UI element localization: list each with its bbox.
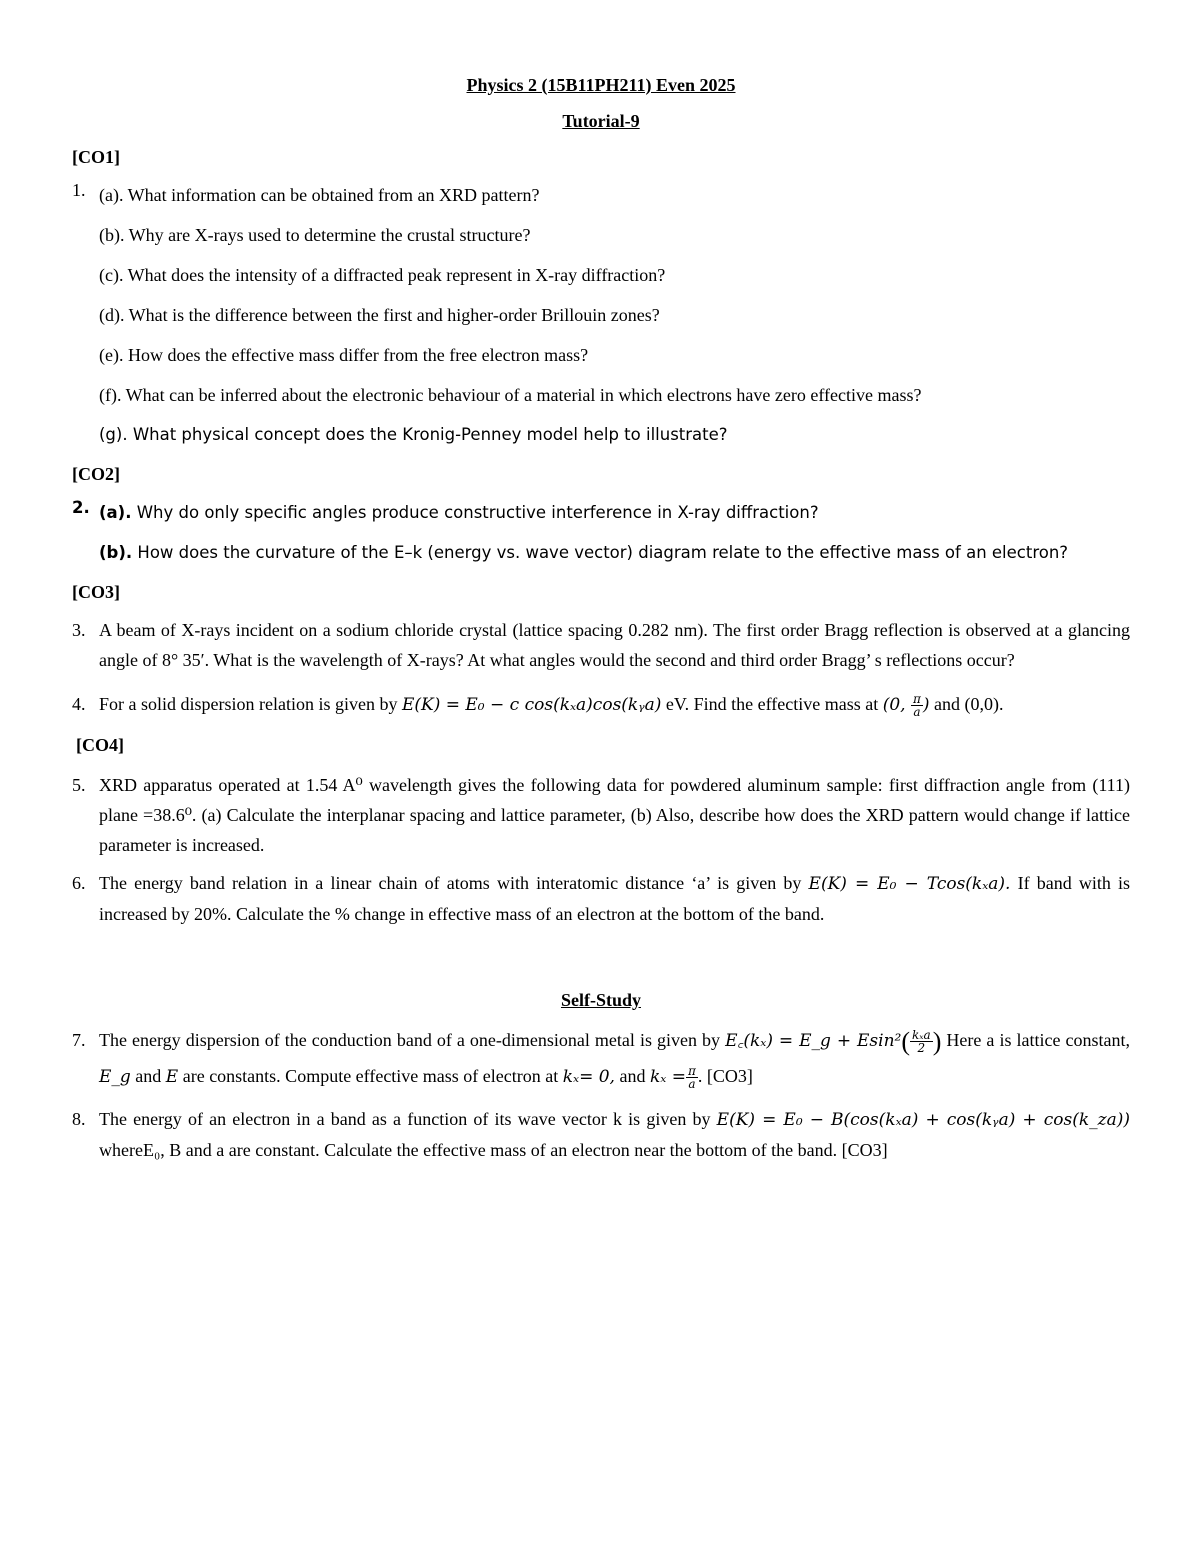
fraction-pi-over-a — [911, 693, 923, 718]
question-5 — [72, 770, 1130, 860]
fraction-denominator: 2 — [917, 1041, 926, 1056]
question-8-text-after: whereE₀, B and a are constant. Calculate the effective mass of an electron near the bottom of the band. [CO3] — [99, 1139, 888, 1160]
point-open: (0, — [882, 695, 911, 715]
question-6-text-before: The energy band relation in a linear chain of atoms with interatomic distance ‘a’ is given by — [99, 873, 809, 893]
question-2a-line — [99, 493, 1130, 533]
question-1g: (g). What physical concept does the Kronig-Penney model help to illustrate? — [99, 425, 728, 444]
question-1f: (f). What can be inferred about the electronic behaviour of a material in which electrons have zero effective mass? — [99, 385, 922, 405]
question-8-text-before: The energy of an electron in a band as a function of its wave vector k is given by — [99, 1108, 717, 1129]
question-4-text-before: For a solid dispersion relation is given by — [99, 694, 402, 714]
question-4-text — [99, 687, 1130, 722]
question-8 — [72, 1104, 1130, 1165]
kx-zero: kₓ= 0, — [562, 1066, 615, 1087]
question-2b: How does the curvature of the E–k (energy vs. wave vector) diagram relate to the effective mass of an electron? — [132, 543, 1069, 562]
point-close: ) — [922, 695, 930, 715]
symbol-e: E — [165, 1066, 179, 1087]
question-number: 1. — [72, 180, 86, 200]
question-4-text-mid: eV. Find the effective mass at — [661, 694, 883, 714]
question-1a: (a). What information can be obtained from an XRD pattern? — [99, 185, 540, 205]
question-1b: (b). Why are X-rays used to determine the crustal structure? — [99, 225, 531, 245]
question-number: 6. — [72, 873, 86, 893]
document-subtitle: Tutorial-9 — [562, 111, 640, 131]
document-page — [72, 60, 1130, 1165]
question-3-text: A beam of X-rays incident on a sodium chloride crystal (lattice spacing 0.282 nm). The first order Bragg reflection is observed at a glancing angle of 8° 35′. What is the wavelength of X-rays? At what angles would the second and third order Bragg’ s reflections occur? — [99, 620, 1130, 670]
question-7 — [72, 1023, 1130, 1094]
question-7-and: and — [614, 1065, 650, 1086]
section-co2: [CO2] — [72, 464, 120, 484]
question-7-text-before: The energy dispersion of the conduction band of a one-dimensional metal is given by — [99, 1030, 726, 1050]
fraction-kxa-over-2 — [910, 1029, 933, 1054]
section-self-study: Self-Study — [560, 990, 641, 1010]
question-number: 2. — [72, 498, 90, 517]
question-4-formula: E(K) = E₀ − c cos(kₓa)cos(kᵧa) — [401, 695, 662, 715]
section-co3: [CO3] — [72, 582, 120, 602]
question-1e: (e). How does the effective mass differ from the free electron mass? — [99, 345, 589, 365]
question-number: 7. — [72, 1030, 86, 1050]
question-7-text-mid: Here a is lattice constant, — [941, 1030, 1130, 1050]
fraction-pi-over-a — [686, 1065, 698, 1090]
kx-equals: kₓ = — [649, 1066, 686, 1087]
question-6-text-after: If band with is increased by 20%. Calculate the % change in effective mass of an electron at the bottom of the band. — [99, 873, 1131, 924]
question-6-formula: E(K) = E₀ − Tcos(kₓa). — [808, 874, 1011, 894]
question-4-text-after: and (0,0). — [929, 694, 1004, 714]
fraction-numerator: π — [912, 692, 921, 707]
question-4 — [72, 687, 1130, 722]
fraction-denominator: a — [913, 705, 921, 720]
section-co1: [CO1] — [72, 147, 120, 167]
symbol-eg: E_g — [99, 1066, 131, 1087]
question-2b-line — [99, 533, 1130, 573]
question-number: 4. — [72, 694, 86, 714]
question-2b-label: (b). — [99, 543, 133, 562]
question-7-text-after: . [CO3] — [697, 1065, 753, 1086]
question-number: 5. — [72, 775, 86, 795]
question-1 — [72, 175, 1130, 455]
question-1d: (d). What is the difference between the first and higher-order Brillouin zones? — [99, 305, 660, 325]
question-number: 3. — [72, 620, 86, 640]
question-2a: Why do only specific angles produce constructive interference in X-ray diffraction? — [131, 503, 819, 522]
question-8-text — [99, 1104, 1130, 1165]
question-7-formula: E꜀(kₓ) = E_g + Esin² — [725, 1031, 902, 1051]
question-7-text-mid3: are constants. Compute effective mass of electron at — [178, 1065, 563, 1086]
question-2a-label: (a). — [99, 503, 132, 522]
question-7-text: The energy dispersion of the conduction band of a one-dimensional metal is given by E꜀(kₓ) = E_g + Esin²( $\frac{\text{kₓa}}{2}$ ) Here a is lattice constant, E_g and E are constants. Compute effective mass of electron at kₓ= 0, and kₓ = $\frac{\pi}{a}$ . [CO3] — [99, 1026, 1130, 1092]
question-1c: (c). What does the intensity of a diffracted peak represent in X-ray diffraction? — [99, 265, 666, 285]
question-7-text-mid2: and — [130, 1065, 166, 1086]
section-co4: [CO4] — [76, 735, 124, 755]
question-6 — [72, 868, 1130, 929]
document-title: Physics 2 (15B11PH211) Even 2025 — [466, 75, 736, 95]
question-5-text: XRD apparatus operated at 1.54 A⁰ wavelength gives the following data for powdered aluminum sample: first diffraction angle from (111) plane =38.6⁰. (a) Calculate the interplanar spacing and lattice parameter, (b) Also, describe how does the XRD pattern would change if lattice parameter is increased. — [99, 775, 1130, 855]
fraction-numerator: π — [687, 1064, 696, 1079]
question-8-formula: E(K) = E₀ − B(cos(kₓa) + cos(kᵧa) + cos(k_za)) — [716, 1109, 1130, 1130]
question-3 — [72, 615, 1130, 675]
fraction-numerator: kₓa — [912, 1028, 931, 1043]
question-2 — [72, 493, 1130, 573]
fraction-denominator: a — [688, 1077, 696, 1092]
question-number: 8. — [72, 1108, 86, 1129]
question-6-text — [99, 868, 1130, 929]
